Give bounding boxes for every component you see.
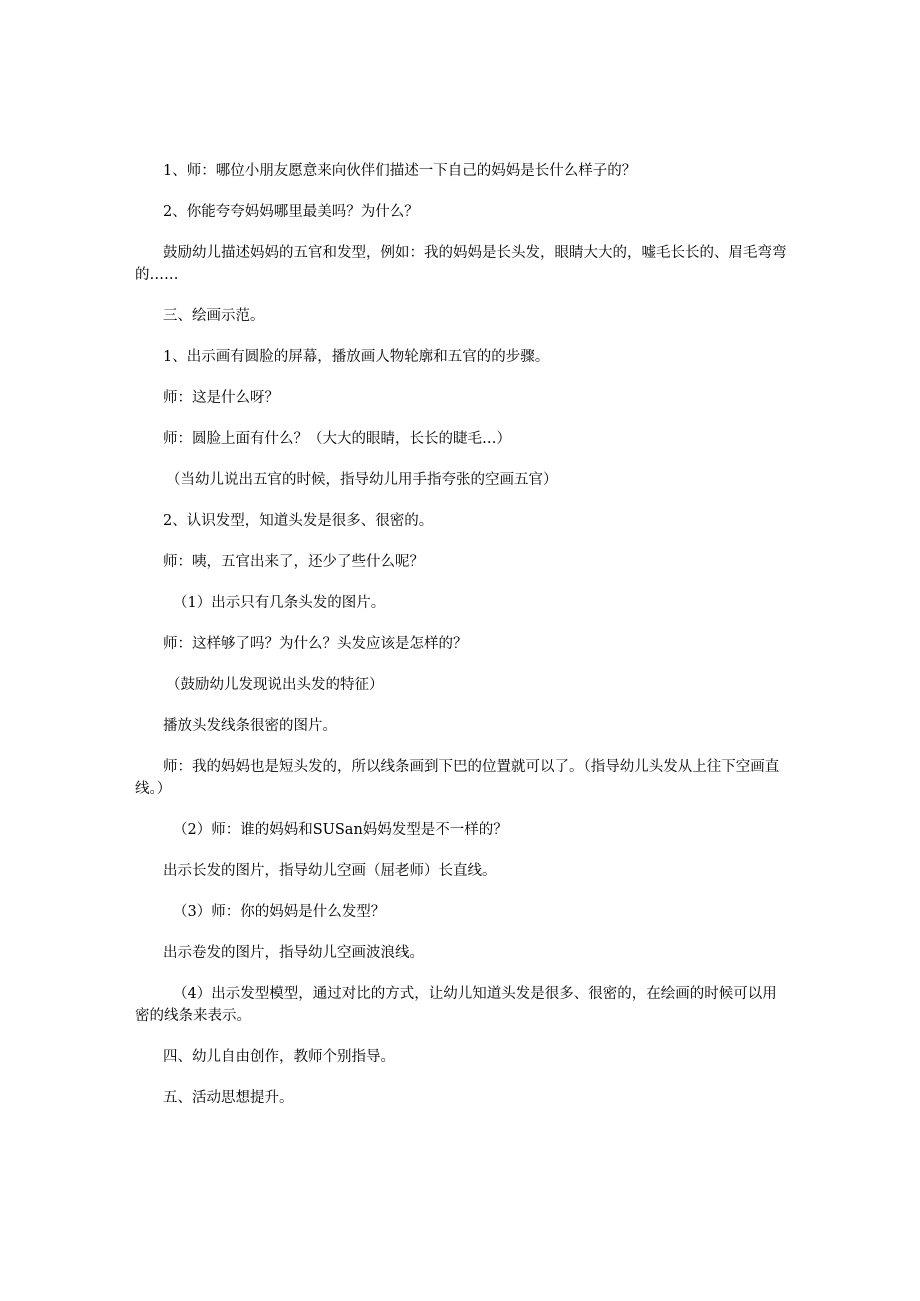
section-heading: 三、绘画示范。 (163, 308, 265, 324)
paragraph: 师：圆脸上面有什么？（大大的眼睛，长长的睫毛…） (163, 431, 511, 447)
paragraph: 2、认识发型，知道头发是很多、很密的。 (163, 513, 434, 529)
paragraph: （1）出示只有几条头发的图片。 (173, 595, 386, 611)
section-heading: 五、活动思想提升。 (163, 1090, 294, 1106)
paragraph: （鼓励幼儿发现说出头发的特征） (166, 677, 384, 693)
paragraph: （2）师：谁的妈妈和SUSan妈妈发型是不一样的？ (173, 822, 508, 838)
paragraph: 出示卷发的图片，指导幼儿空画波浪线。 (163, 945, 424, 961)
paragraph: 鼓励幼儿描述妈妈的五官和发型，例如：我的妈妈是长头发，眼睛大大的，嘘毛长长的、眉毛弯弯的…… (135, 245, 787, 283)
paragraph: （4）出示发型模型，通过对比的方式，让幼儿知道头发是很多、很密的，在绘画的时候可以用密的线条来表示。 (135, 986, 777, 1024)
paragraph: 1、出示画有圆脸的屏幕，播放画人物轮廓和五官的的步骤。 (163, 349, 550, 365)
paragraph: 师：我的妈妈也是短头发的，所以线条画到下巴的位置就可以了。（指导幼儿头发从上往下空画直线。） (135, 759, 780, 797)
document-body (135, 160, 787, 1128)
paragraph: 师：这样够了吗？为什么？头发应该是怎样的？ (163, 636, 468, 652)
section-heading: 四、幼儿自由创作，教师个别指导。 (163, 1049, 395, 1065)
paragraph: 出示长发的图片，指导幼儿空画（屈老师）长直线。 (163, 863, 497, 879)
paragraph: 师：这是什么呀？ (163, 390, 279, 406)
paragraph: 师：咦，五官出来了，还少了些什么呢？ (163, 554, 424, 570)
paragraph: （3）师：你的妈妈是什么发型？ (173, 904, 386, 920)
paragraph: 播放头发线条很密的图片。 (163, 718, 337, 734)
paragraph: （当幼儿说出五官的时候，指导幼儿用手指夸张的空画五官） (166, 472, 558, 488)
paragraph: 1、师：哪位小朋友愿意来向伙伴们描述一下自己的妈妈是长什么样子的？ (163, 163, 637, 179)
paragraph: 2、你能夸夸妈妈哪里最美吗？为什么？ (163, 204, 419, 220)
